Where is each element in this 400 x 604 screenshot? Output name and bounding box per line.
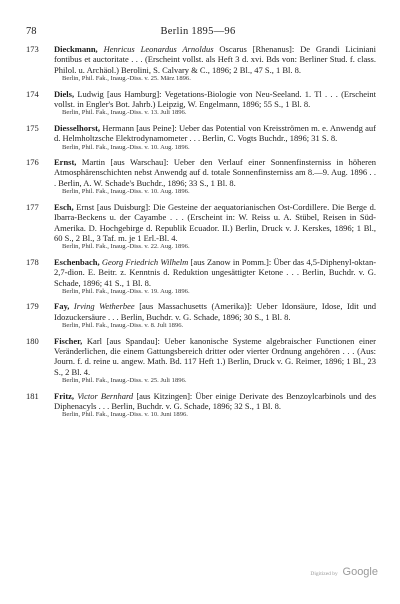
dissertation-note: Berlin, Phil. Fak., Inaug.-Diss. v. 19. Aug. 1896.	[62, 287, 190, 295]
entry-text: Martin [aus Warschau]: Ueber den Verlauf einer Sonnenfinsterniss in höheren Atmosphärenschichten nebst Anwendg auf d. totale Sonnenfinsterniss am 8.—9. Aug. 1896 . . . Berlin, A. W. Schade's Buchdr., 1896; 33 S., 1 Bl. 8.	[54, 157, 377, 188]
entry-list	[26, 44, 376, 425]
page-number: 78	[26, 26, 37, 37]
author-given-names: Henricus Leonardus Arnoldus	[103, 44, 214, 54]
entry-number: 174	[26, 88, 39, 99]
entry-body	[54, 89, 376, 110]
author-given-names: Georg Friedrich Wilhelm	[101, 256, 189, 267]
running-head: Berlin 1895—96	[160, 26, 236, 37]
dissertation-note: Berlin, Phil. Fak., Inaug.-Diss. v. 10. Juni 1896.	[62, 411, 188, 419]
entry-body	[54, 202, 376, 244]
bibliography-entry	[26, 301, 376, 330]
author-surname: Eschenbach,	[54, 256, 100, 267]
author-given-names: Irving Wetherbee	[73, 301, 135, 312]
entry-text: [aus Kitzingen]: Über einige Derivate des Benzoylcarbinols und des Diphenacyls . . . Berlin, Buchdr. v. G. Schade, 1896; 32 S., 1 Bl. 8.	[54, 390, 377, 411]
entry-body	[54, 301, 376, 322]
author-surname: Fritz,	[54, 390, 75, 401]
page-header	[26, 26, 370, 40]
dissertation-note: Berlin, Phil. Fak., Inaug.-Diss. v. 22. Aug. 1896.	[62, 243, 190, 251]
dissertation-note: Berlin, Phil. Fak., Inaug.-Diss. v. 10. Aug. 1896.	[62, 143, 190, 151]
entry-number: 179	[26, 301, 39, 312]
entry-body	[54, 123, 376, 144]
entry-number: 175	[26, 122, 39, 133]
entry-number: 176	[26, 157, 39, 168]
entry-number: 181	[26, 390, 39, 401]
bibliography-entry	[26, 336, 376, 386]
author-surname: Esch,	[54, 201, 74, 212]
google-watermark	[310, 566, 378, 578]
entry-number: 173	[26, 44, 39, 54]
entry-text: [aus Massachusetts (Amerika)]: Ueber Idonsäure, Idose, Idit und Idozuckersäure . . . Berlin, Buchdr. v. G. Schade, 1896; 30 S., 1 Bl. 8.	[54, 301, 376, 322]
author-surname: Fischer,	[54, 335, 83, 346]
entry-body	[54, 257, 376, 288]
bibliography-entry	[26, 123, 376, 152]
entry-text: Oscarus [Rhenanus]: De Grandi Liciniani fontibus et auctoritate . . . (Erscheint vollst. als Heft 3 d. xvi. Bds von: Berliner Stud. f. class. Philol. u. Archäol.) Berolini, S. Calvary & C., 1896; 2 Bl., 47 S., 1 Bl. 8.	[54, 44, 377, 75]
dissertation-note: Berlin, Phil. Fak., Inaug.-Diss. v. 25. März 1896.	[62, 75, 191, 83]
author-surname: Diels,	[54, 88, 75, 99]
entry-text: Ernst [aus Duisburg]: Die Gesteine der aequatorianischen Ost-Cordillere. Die Berge d. Ibarra-Beckens u. der Cayambe . . . (Erscheint in: W. Reiss u. A. Stübel, Reisen in Süd-Amerika. D. Hochgebirge d. Republik Ecuador. II.) Berlin, Druck v. J. Kerskes, 1896; 1 Bl., 60 S., 2 Bl., 3 Taf. m. je 1 Erl.-Bl. 4.	[54, 201, 376, 243]
dissertation-note: Berlin, Phil. Fak., Inaug.-Diss. v. 25. Juli 1896.	[62, 377, 187, 385]
bibliography-entry	[26, 157, 376, 197]
entry-text: Karl [aus Spandau]: Ueber kanonische Systeme algebraischer Functionen einer Veränderlichen, die einem Gattungsbereich dritter oder vierter Ordnung angehören . . . (Aus: Journ. f. d. reine u. angew. Math. Bd. 117 Heft 1.) Berlin, Druck v. G. Reimer, 1896; 1 Bl., 23 S., 2 Bl. 4.	[54, 335, 377, 377]
bibliography-entry	[26, 391, 376, 420]
entry-body	[54, 157, 376, 188]
entry-number: 180	[26, 335, 39, 346]
entry-number: 177	[26, 201, 39, 212]
entry-body	[54, 336, 376, 378]
entry-text: Hermann [aus Peine]: Ueber das Potential von Kreisströmen m. e. Anwendg auf d. Helmholtzsche Elektrodynamometer . . . Berlin, C. Vogts Buchdr., 1896; 31 S. 8.	[54, 122, 376, 144]
bibliography-entry	[26, 44, 376, 84]
entry-text: [aus Zanow in Pomm.]: Über das 4,5-Diphenyl-oktan-2,7-dion. E. Beitr. z. Kenntnis d. Reduktion ungesättigter Ketone . . . Berlin, Buchdr. v. G. Schade, 1896; 41 S., 1 Bl. 8.	[54, 256, 377, 288]
watermark-brand: Google	[342, 566, 378, 578]
entry-body	[54, 44, 376, 75]
entry-text: Ludwig [aus Hamburg]: Vegetations-Biologie von Neu-Seeland. 1. Tl . . . (Erscheint vollst. in Engler's Bot. Jahrb.) Leipzig, W. Engelmann, 1896; 55 S., 1 Bl. 8.	[54, 88, 376, 110]
author-surname: Dieckmann,	[54, 44, 98, 54]
entry-body	[54, 391, 376, 412]
dissertation-note: Berlin, Phil. Fak., Inaug.-Diss. v. 13. Juli 1896.	[62, 109, 187, 117]
bibliography-entry	[26, 202, 376, 252]
author-surname: Ernst,	[54, 157, 77, 168]
author-surname: Fay,	[54, 301, 70, 312]
entry-number: 178	[26, 256, 39, 267]
author-given-names: Victor Bernhard	[77, 390, 134, 401]
watermark-prefix: Digitized by	[310, 571, 338, 577]
dissertation-note: Berlin, Phil. Fak., Inaug.-Diss. v. 8. Juli 1896.	[62, 322, 184, 330]
bibliography-entry	[26, 257, 376, 297]
dissertation-note: Berlin, Phil. Fak., Inaug.-Diss. v. 10. Aug. 1896.	[62, 188, 190, 196]
bibliography-entry	[26, 89, 376, 118]
author-surname: Diesselhorst,	[54, 122, 101, 133]
